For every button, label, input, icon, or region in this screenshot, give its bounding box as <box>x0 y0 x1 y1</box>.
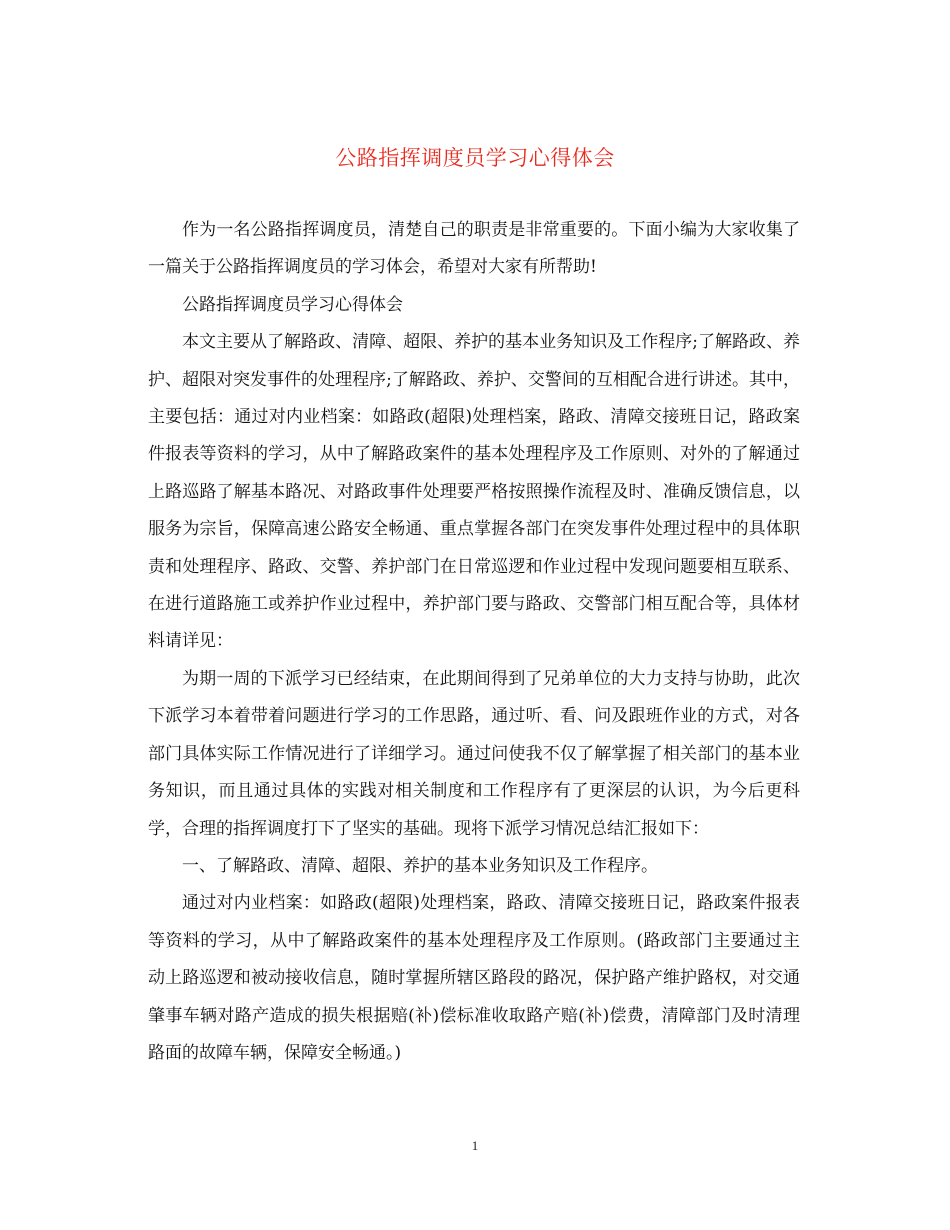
section-heading-1: 一、了解路政、清障、超限、养护的基本业务知识及工作程序。 <box>182 855 658 876</box>
document-body <box>148 212 800 1072</box>
page-number: 1 <box>471 1138 479 1153</box>
study-overview-paragraph: 为期一周的下派学习已经结束，在此期间得到了兄弟单位的大力支持与协助，此次下派学习本着带着问题进行学习的工作思路，通过听、看、问及跟班作业的方式，对各部门具体实际工作情况进行了详细学习。通过问使我不仅了解掌握了相关部门的基本业务知识，而且通过具体的实践对相关制度和工作程序有了更深层的认识，为今后更科学，合理的指挥调度打下了坚实的基础。现将下派学习情况总结汇报如下： <box>148 668 800 839</box>
subtitle-paragraph: 公路指挥调度员学习心得体会 <box>182 294 403 315</box>
document-title: 公路指挥调度员学习心得体会 <box>335 146 615 170</box>
summary-paragraph: 本文主要从了解路政、清障、超限、养护的基本业务知识及工作程序;了解路政、养护、超限对突发事件的处理程序;了解路政、养护、交警间的互相配合进行讲述。其中，主要包括：通过对内业档案：如路政(超限)处理档案，路政、清障交接班日记，路政案件报表等资料的学习，从中了解路政案件的基本处理程序及工作原则、对外的了解通过上路巡路了解基本路况、对路政事件处理要严格按照操作流程及时、准确反馈信息，以服务为宗旨，保障高速公路安全畅通、重点掌握各部门在突发事件处理过程中的具体职责和处理程序、路政、交警、养护部门在日常巡逻和作业过程中发现问题要相互联系、在进行道路施工或养护作业过程中，养护部门要与路政、交警部门相互配合等，具体材料请详见： <box>148 332 800 652</box>
section-1-paragraph: 通过对内业档案：如路政(超限)处理档案，路政、清障交接班日记，路政案件报表等资料的学习，从中了解路政案件的基本处理程序及工作原则。(路政部门主要通过主动上路巡逻和被动接收信息，随时掌握所辖区路段的路况，保护路产维护路权，对交通肇事车辆对路产造成的损失根据赔(补)偿标准收取路产赔(补)偿费，清障部门及时清理路面的故障车辆，保障安全畅通。) <box>148 893 800 1063</box>
intro-paragraph: 作为一名公路指挥调度员，清楚自己的职责是非常重要的。下面小编为大家收集了一篇关于公路指挥调度员的学习体会，希望对大家有所帮助! <box>148 220 800 278</box>
